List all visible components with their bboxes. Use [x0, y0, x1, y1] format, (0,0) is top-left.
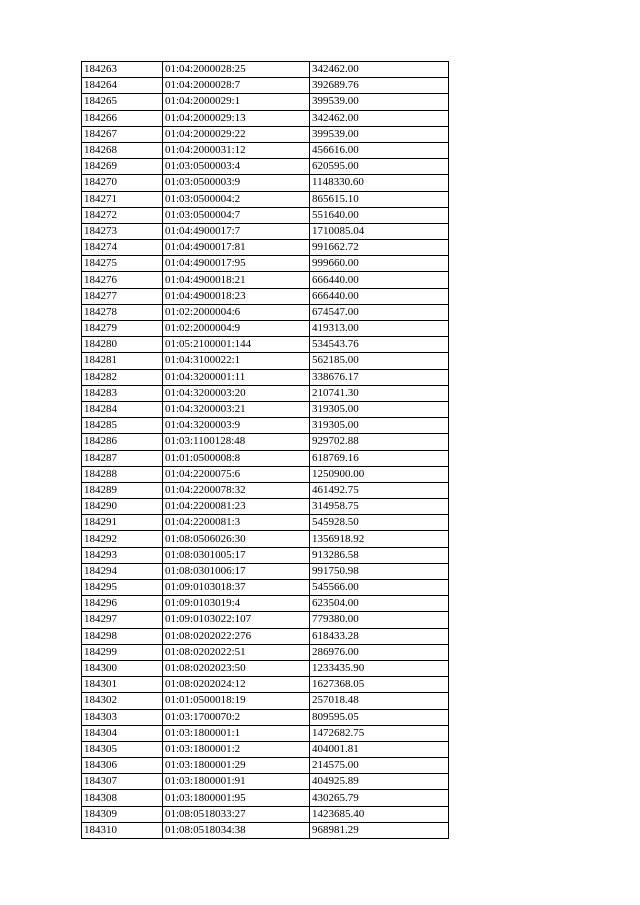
value-cell: 392689.76: [310, 78, 449, 94]
table-row: [82, 418, 449, 434]
value-cell: 968981.29: [310, 822, 449, 838]
cadastral-number-cell: 01:03:0500003:9: [163, 175, 310, 191]
row-id-cell: 184295: [82, 580, 163, 596]
table-row: [82, 337, 449, 353]
table-row: [82, 385, 449, 401]
cadastral-number-cell: 01:04:2000031:12: [163, 142, 310, 158]
cadastral-number-cell: 01:08:0518033:27: [163, 806, 310, 822]
value-cell: 461492.75: [310, 482, 449, 498]
row-id-cell: 184266: [82, 110, 163, 126]
cadastral-number-cell: 01:04:2000029:1: [163, 94, 310, 110]
cadastral-number-cell: 01:04:4900018:23: [163, 288, 310, 304]
table-row: [82, 353, 449, 369]
row-id-cell: 184304: [82, 725, 163, 741]
table-row: [82, 693, 449, 709]
table-row: [82, 223, 449, 239]
value-cell: 674547.00: [310, 304, 449, 320]
value-cell: 865615.10: [310, 191, 449, 207]
row-id-cell: 184277: [82, 288, 163, 304]
row-id-cell: 184290: [82, 499, 163, 515]
cadastral-number-cell: 01:04:3200003:21: [163, 401, 310, 417]
data-sheet: [81, 61, 449, 839]
table-row: [82, 62, 449, 78]
cadastral-number-cell: 01:08:0301005:17: [163, 547, 310, 563]
value-cell: 430265.79: [310, 790, 449, 806]
value-cell: 342462.00: [310, 110, 449, 126]
cadastral-number-cell: 01:05:2100001:144: [163, 337, 310, 353]
row-id-cell: 184283: [82, 385, 163, 401]
row-id-cell: 184270: [82, 175, 163, 191]
cadastral-number-cell: 01:03:0500004:7: [163, 207, 310, 223]
value-cell: 545566.00: [310, 580, 449, 596]
cadastral-number-cell: 01:08:0202024:12: [163, 677, 310, 693]
table-row: [82, 304, 449, 320]
cadastral-number-cell: 01:04:4900017:95: [163, 256, 310, 272]
value-cell: 991750.98: [310, 563, 449, 579]
cadastral-number-cell: 01:04:2000028:7: [163, 78, 310, 94]
value-cell: 534543.76: [310, 337, 449, 353]
row-id-cell: 184296: [82, 596, 163, 612]
table-row: [82, 677, 449, 693]
table-row: [82, 644, 449, 660]
table-row: [82, 191, 449, 207]
row-id-cell: 184265: [82, 94, 163, 110]
row-id-cell: 184278: [82, 304, 163, 320]
cadastral-number-cell: 01:04:2200081:23: [163, 499, 310, 515]
value-cell: 618433.28: [310, 628, 449, 644]
table-row: [82, 94, 449, 110]
row-id-cell: 184276: [82, 272, 163, 288]
table-row: [82, 515, 449, 531]
value-cell: 620595.00: [310, 159, 449, 175]
row-id-cell: 184286: [82, 434, 163, 450]
value-cell: 342462.00: [310, 62, 449, 78]
table-row: [82, 450, 449, 466]
cadastral-number-cell: 01:04:3200003:20: [163, 385, 310, 401]
row-id-cell: 184310: [82, 822, 163, 838]
cadastral-number-cell: 01:04:2000028:25: [163, 62, 310, 78]
table-row: [82, 110, 449, 126]
row-id-cell: 184288: [82, 466, 163, 482]
cadastral-value-table: [81, 61, 449, 839]
value-cell: 1423685.40: [310, 806, 449, 822]
value-cell: 809595.05: [310, 709, 449, 725]
table-row: [82, 207, 449, 223]
row-id-cell: 184305: [82, 741, 163, 757]
cadastral-number-cell: 01:09:0103022:107: [163, 612, 310, 628]
cadastral-number-cell: 01:04:4900017:7: [163, 223, 310, 239]
table-row: [82, 499, 449, 515]
value-cell: 257018.48: [310, 693, 449, 709]
cadastral-number-cell: 01:02:2000004:6: [163, 304, 310, 320]
row-id-cell: 184279: [82, 321, 163, 337]
value-cell: 404001.81: [310, 741, 449, 757]
table-row: [82, 142, 449, 158]
cadastral-number-cell: 01:09:0103018:37: [163, 580, 310, 596]
cadastral-number-cell: 01:08:0518034:38: [163, 822, 310, 838]
value-cell: 1356918.92: [310, 531, 449, 547]
cadastral-number-cell: 01:04:2200075:6: [163, 466, 310, 482]
table-row: [82, 482, 449, 498]
value-cell: 666440.00: [310, 272, 449, 288]
value-cell: 456616.00: [310, 142, 449, 158]
value-cell: 551640.00: [310, 207, 449, 223]
value-cell: 779380.00: [310, 612, 449, 628]
row-id-cell: 184306: [82, 758, 163, 774]
row-id-cell: 184268: [82, 142, 163, 158]
cadastral-number-cell: 01:04:2000029:22: [163, 126, 310, 142]
value-cell: 1250900.00: [310, 466, 449, 482]
row-id-cell: 184272: [82, 207, 163, 223]
row-id-cell: 184292: [82, 531, 163, 547]
value-cell: 618769.16: [310, 450, 449, 466]
row-id-cell: 184281: [82, 353, 163, 369]
table-row: [82, 272, 449, 288]
cadastral-number-cell: 01:04:2200078:32: [163, 482, 310, 498]
row-id-cell: 184297: [82, 612, 163, 628]
cadastral-number-cell: 01:04:2000029:13: [163, 110, 310, 126]
table-row: [82, 774, 449, 790]
table-row: [82, 725, 449, 741]
table-row: [82, 126, 449, 142]
cadastral-number-cell: 01:03:1800001:29: [163, 758, 310, 774]
cadastral-number-cell: 01:03:1800001:2: [163, 741, 310, 757]
cadastral-number-cell: 01:08:0301006:17: [163, 563, 310, 579]
row-id-cell: 184273: [82, 223, 163, 239]
value-cell: 319305.00: [310, 401, 449, 417]
row-id-cell: 184307: [82, 774, 163, 790]
cadastral-number-cell: 01:03:1100128:48: [163, 434, 310, 450]
value-cell: 991662.72: [310, 240, 449, 256]
value-cell: 666440.00: [310, 288, 449, 304]
table-row: [82, 466, 449, 482]
row-id-cell: 184298: [82, 628, 163, 644]
table-row: [82, 596, 449, 612]
cadastral-number-cell: 01:09:0103019:4: [163, 596, 310, 612]
row-id-cell: 184274: [82, 240, 163, 256]
table-row: [82, 531, 449, 547]
value-cell: 562185.00: [310, 353, 449, 369]
value-cell: 399539.00: [310, 94, 449, 110]
cadastral-number-cell: 01:01:0500008:8: [163, 450, 310, 466]
table-row: [82, 288, 449, 304]
table-row: [82, 159, 449, 175]
value-cell: 404925.89: [310, 774, 449, 790]
row-id-cell: 184269: [82, 159, 163, 175]
row-id-cell: 184300: [82, 660, 163, 676]
value-cell: 1148330.60: [310, 175, 449, 191]
table-row: [82, 547, 449, 563]
value-cell: 623504.00: [310, 596, 449, 612]
row-id-cell: 184263: [82, 62, 163, 78]
table-row: [82, 321, 449, 337]
table-row: [82, 240, 449, 256]
table-row: [82, 434, 449, 450]
value-cell: 419313.00: [310, 321, 449, 337]
value-cell: 1627368.05: [310, 677, 449, 693]
table-row: [82, 741, 449, 757]
cadastral-number-cell: 01:08:0202023:50: [163, 660, 310, 676]
cadastral-number-cell: 01:03:1800001:1: [163, 725, 310, 741]
value-cell: 999660.00: [310, 256, 449, 272]
table-row: [82, 175, 449, 191]
cadastral-number-cell: 01:03:1700070:2: [163, 709, 310, 725]
row-id-cell: 184302: [82, 693, 163, 709]
row-id-cell: 184267: [82, 126, 163, 142]
value-cell: 1710085.04: [310, 223, 449, 239]
row-id-cell: 184293: [82, 547, 163, 563]
value-cell: 319305.00: [310, 418, 449, 434]
value-cell: 338676.17: [310, 369, 449, 385]
value-cell: 314958.75: [310, 499, 449, 515]
row-id-cell: 184285: [82, 418, 163, 434]
row-id-cell: 184294: [82, 563, 163, 579]
cadastral-number-cell: 01:03:0500004:2: [163, 191, 310, 207]
row-id-cell: 184271: [82, 191, 163, 207]
cadastral-number-cell: 01:03:1800001:91: [163, 774, 310, 790]
table-row: [82, 369, 449, 385]
value-cell: 1233435.90: [310, 660, 449, 676]
row-id-cell: 184280: [82, 337, 163, 353]
table-row: [82, 563, 449, 579]
cadastral-number-cell: 01:04:4900017:81: [163, 240, 310, 256]
row-id-cell: 184299: [82, 644, 163, 660]
table-row: [82, 628, 449, 644]
row-id-cell: 184284: [82, 401, 163, 417]
row-id-cell: 184309: [82, 806, 163, 822]
table-row: [82, 822, 449, 838]
row-id-cell: 184287: [82, 450, 163, 466]
value-cell: 913286.58: [310, 547, 449, 563]
value-cell: 545928.50: [310, 515, 449, 531]
row-id-cell: 184291: [82, 515, 163, 531]
cadastral-number-cell: 01:03:1800001:95: [163, 790, 310, 806]
value-cell: 210741.30: [310, 385, 449, 401]
table-row: [82, 580, 449, 596]
cadastral-number-cell: 01:04:3100022:1: [163, 353, 310, 369]
row-id-cell: 184282: [82, 369, 163, 385]
cadastral-number-cell: 01:04:4900018:21: [163, 272, 310, 288]
row-id-cell: 184303: [82, 709, 163, 725]
value-cell: 929702.88: [310, 434, 449, 450]
value-cell: 399539.00: [310, 126, 449, 142]
row-id-cell: 184301: [82, 677, 163, 693]
cadastral-number-cell: 01:08:0202022:276: [163, 628, 310, 644]
cadastral-number-cell: 01:02:2000004:9: [163, 321, 310, 337]
cadastral-number-cell: 01:04:3200001:11: [163, 369, 310, 385]
table-body: [82, 62, 449, 839]
value-cell: 214575.00: [310, 758, 449, 774]
table-row: [82, 78, 449, 94]
table-row: [82, 709, 449, 725]
table-row: [82, 758, 449, 774]
cadastral-number-cell: 01:03:0500003:4: [163, 159, 310, 175]
table-row: [82, 401, 449, 417]
cadastral-number-cell: 01:04:2200081:3: [163, 515, 310, 531]
row-id-cell: 184275: [82, 256, 163, 272]
table-row: [82, 806, 449, 822]
table-row: [82, 790, 449, 806]
cadastral-number-cell: 01:08:0506026:30: [163, 531, 310, 547]
table-row: [82, 660, 449, 676]
value-cell: 1472682.75: [310, 725, 449, 741]
cadastral-number-cell: 01:01:0500018:19: [163, 693, 310, 709]
row-id-cell: 184289: [82, 482, 163, 498]
value-cell: 286976.00: [310, 644, 449, 660]
cadastral-number-cell: 01:04:3200003:9: [163, 418, 310, 434]
table-row: [82, 256, 449, 272]
table-row: [82, 612, 449, 628]
cadastral-number-cell: 01:08:0202022:51: [163, 644, 310, 660]
row-id-cell: 184308: [82, 790, 163, 806]
row-id-cell: 184264: [82, 78, 163, 94]
